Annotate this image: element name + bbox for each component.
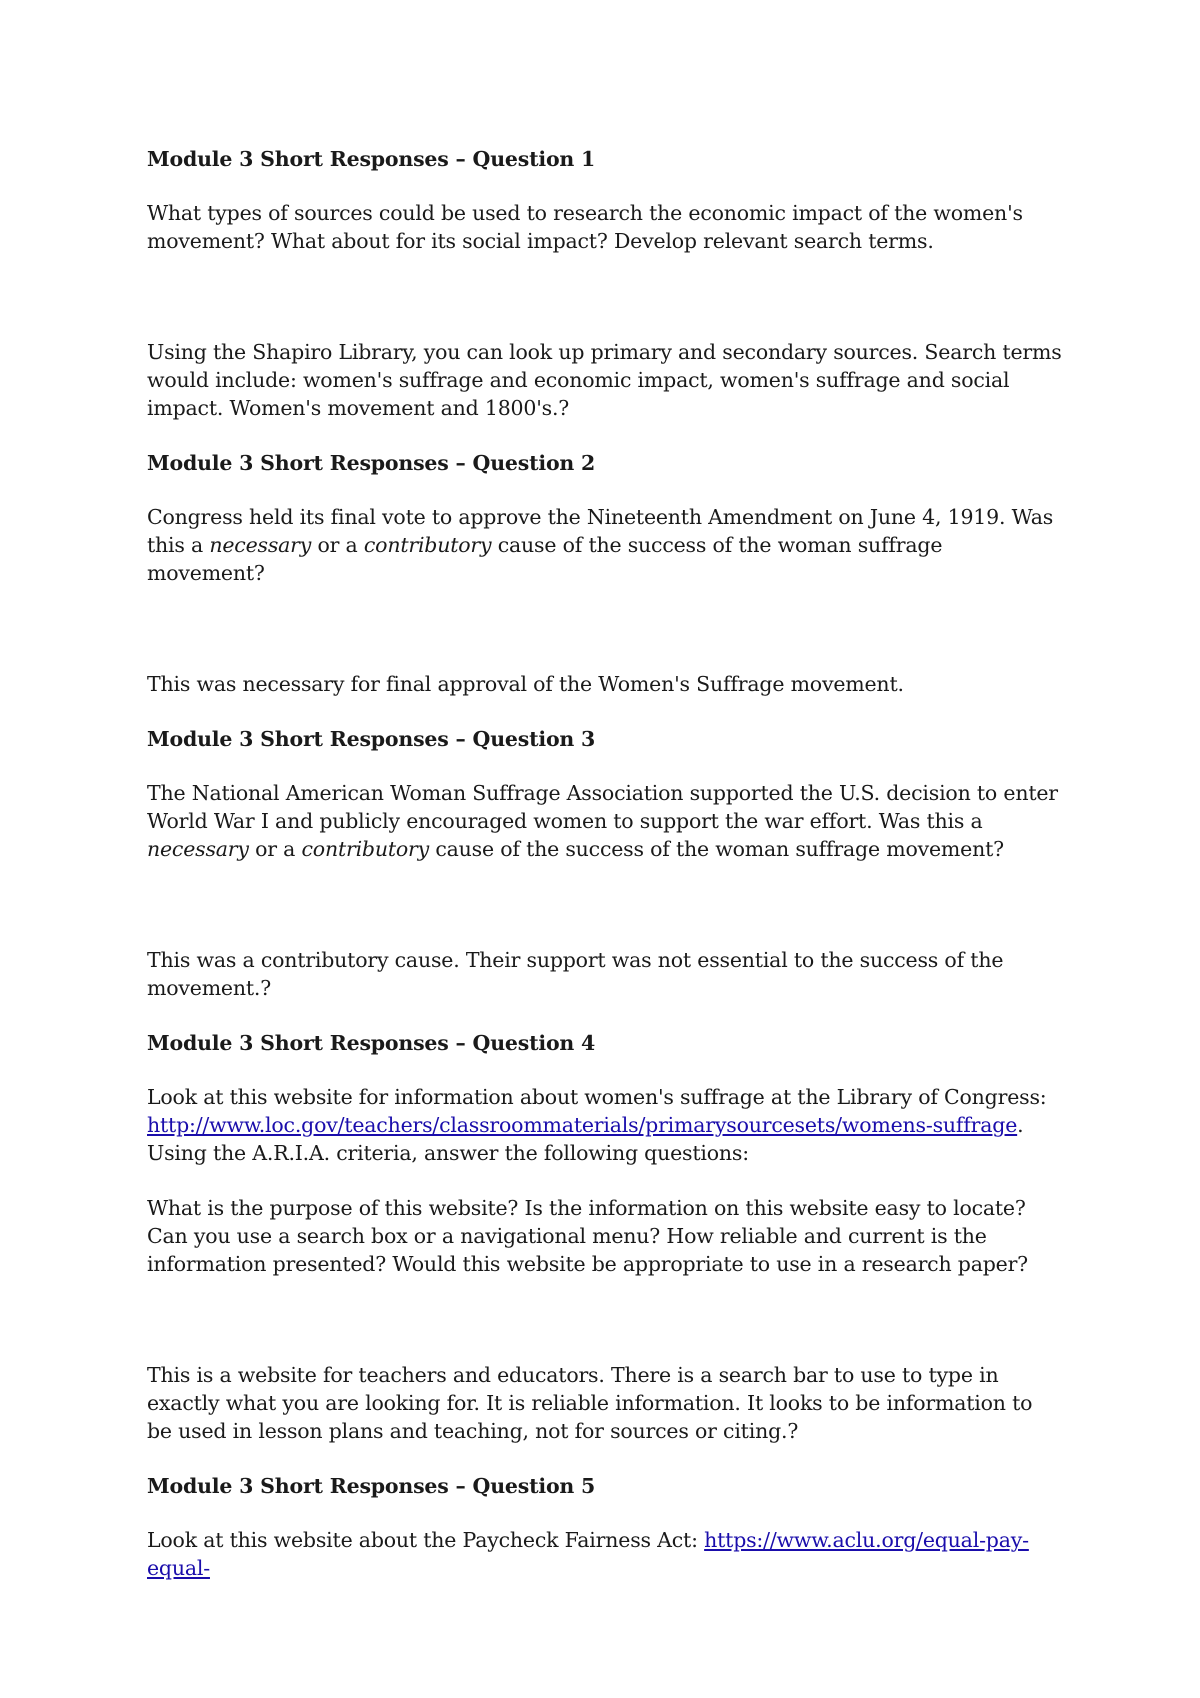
q4-answer: This is a website for teachers and educators. There is a search bar to use to type in exactly what you are looking for. It is reliable information. It looks to be information to be used in lesson plans and teaching, not for sources or citing.? [147,1363,1033,1443]
q4-prompt-text-1: Look at this website for information about women's suffrage at the Library of Congress: [147,1085,1047,1109]
q3-prompt-contributory: contributory [301,837,430,861]
q2-prompt-text-3: cause of the success of the woman suffrage movement? [147,533,943,585]
q2-prompt-text-1: Congress held its final vote to approve the Nineteenth Amendment on June 4, 1919. Was this a [147,505,1054,557]
q3-prompt [147,779,1062,863]
q5-prompt [147,1526,1062,1582]
q2-prompt [147,503,1062,587]
q2-heading: Module 3 Short Responses – Question 2 [147,451,596,475]
q4-prompt [147,1083,1062,1167]
q2-prompt-necessary: necessary [209,533,312,557]
q5-prompt-text-1: Look at this website about the Paycheck Fairness Act: [147,1528,705,1552]
q3-prompt-text-3: cause of the success of the woman suffrage movement? [429,837,1004,861]
loc-website-link[interactable]: http://www.loc.gov/teachers/classroommaterials/primarysourcesets/womens-suffrage [147,1113,1018,1137]
document-page [147,145,1062,1582]
q2-prompt-contributory: contributory [363,533,492,557]
q1-heading: Module 3 Short Responses – Question 1 [147,147,596,171]
q1-answer: Using the Shapiro Library, you can look up primary and secondary sources. Search terms would include: women's suffrage and economic impact, women's suffrage and social impact. Women's movement and 1800's.? [147,340,1062,420]
q4-heading: Module 3 Short Responses – Question 4 [147,1031,596,1055]
q4-questions: What is the purpose of this website? Is the information on this website easy to locate? Can you use a search box or a navigational menu? How reliable and current is the information presented? Would this website be appropriate to use in a research paper? [147,1196,1028,1276]
q1-prompt: What types of sources could be used to research the economic impact of the women's movement? What about for its social impact? Develop relevant search terms. [147,201,1023,253]
aclu-website-link[interactable]: https://www.aclu.org/equal-pay-equal- [147,1528,1029,1580]
q3-heading: Module 3 Short Responses – Question 3 [147,727,596,751]
q2-answer: This was necessary for final approval of the Women's Suffrage movement. [147,672,904,696]
q2-prompt-text-2: or a [311,533,364,557]
q3-prompt-text-1: The National American Woman Suffrage Association supported the U.S. decision to enter World War I and publicly encouraged women to support the war effort. Was this a [147,781,1058,833]
q4-prompt-text-2: . Using the A.R.I.A. criteria, answer the following questions: [147,1113,1024,1165]
q3-prompt-necessary: necessary [147,837,249,861]
q3-answer: This was a contributory cause. Their support was not essential to the success of the movement.? [147,948,1004,1000]
q5-heading: Module 3 Short Responses – Question 5 [147,1474,596,1498]
q3-prompt-text-2: or a [248,837,302,861]
